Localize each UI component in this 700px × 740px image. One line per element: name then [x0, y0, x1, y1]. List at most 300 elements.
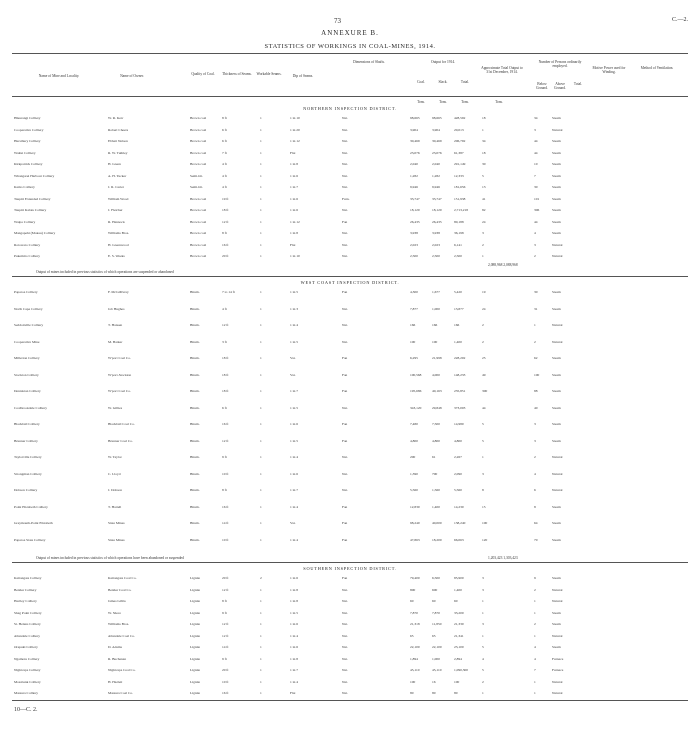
- header-thickness-of-seams: Thickness of Seams.: [222, 72, 252, 76]
- cell-owner: D. Adams: [108, 645, 122, 649]
- cell-below: 34: [534, 116, 538, 120]
- cell-thickness: 19 ft: [222, 196, 229, 201]
- cell-owner: W. Taylor: [108, 455, 122, 459]
- cell-below: 1: [534, 323, 536, 327]
- cell-quality: Lignite: [190, 622, 201, 626]
- cell-total: 2,267: [454, 455, 462, 459]
- cell-approx: 1: [482, 610, 484, 615]
- cell-total: 6,141: [454, 242, 462, 247]
- cell-above: Steam: [552, 290, 561, 294]
- cell-total: 373,003: [454, 405, 466, 410]
- cell-approx: 5: [482, 438, 484, 443]
- cell-total: 151,938: [454, 196, 466, 201]
- cell-total: 80,188: [454, 219, 464, 224]
- cell-coal: 2,500: [410, 254, 418, 258]
- cell-quality: Bitum.: [190, 372, 200, 377]
- cell-owner: T. Hansen: [108, 323, 123, 327]
- cell-total: 61,387: [454, 150, 464, 155]
- cell-approx: 8: [482, 488, 484, 492]
- cell-owner: J. R. Carter: [108, 185, 124, 189]
- cell-ventilation-type: Nat.: [342, 633, 348, 638]
- cell-mine: Stockton Colliery: [14, 372, 39, 377]
- table-row: [12, 599, 688, 604]
- cell-coal: 1,282: [410, 173, 418, 178]
- cell-owner: M. Barker: [108, 339, 123, 344]
- table-row: [12, 588, 688, 593]
- cell-above: Steam: [552, 231, 561, 235]
- cell-coal: 98,665: [410, 116, 420, 120]
- cell-slack: 1,560: [432, 488, 440, 492]
- cell-dip: Flat: [290, 691, 296, 695]
- cell-quality: Bitum.: [190, 356, 200, 360]
- cell-dip: 1 in 5: [290, 339, 298, 344]
- header-approx-output: Approximate Total Output to 31st December, 1914.: [481, 66, 523, 75]
- cell-seams: 1: [260, 455, 262, 459]
- cell-quality: Brown coal: [190, 219, 207, 224]
- header-dimensions-of-shafts: Dimensions of Shafts.: [353, 60, 385, 64]
- cell-seams: 1: [260, 521, 262, 525]
- cell-slack: 21,998: [432, 356, 442, 360]
- cell-below: 3: [534, 127, 536, 132]
- cell-approx: 5: [482, 645, 484, 649]
- cell-seams: 1: [260, 116, 262, 120]
- cell-thickness: 6 ft: [222, 405, 227, 410]
- cell-quality: Lignite: [190, 679, 201, 684]
- cell-above: Steam: [552, 356, 561, 360]
- cell-quality: Brown coal: [190, 208, 207, 212]
- cell-seams: 1: [260, 504, 262, 509]
- cell-mine: Taupiri Extended Colliery: [14, 196, 51, 201]
- cell-quality: Bitum.: [190, 438, 200, 443]
- cell-coal: 4,300: [410, 290, 418, 294]
- cell-above: Steam: [552, 576, 561, 580]
- cell-thickness: 16 ft: [222, 691, 229, 695]
- cell-ventilation-type: Nat.: [342, 208, 348, 212]
- cell-mine: Kaitangata Colliery: [14, 576, 42, 580]
- cell-slack: 166: [432, 323, 438, 327]
- cell-quality: Semi-bit.: [190, 173, 203, 178]
- cell-below: 2: [534, 254, 536, 258]
- table-row: [12, 151, 688, 156]
- note-west-coast: Output of mines included in previous statistics of which operations have been abandoned or suspended: [36, 556, 184, 560]
- cell-dip: 1 in 4: [290, 455, 298, 459]
- cell-above: Steam: [552, 196, 561, 201]
- cell-approx: 24: [482, 219, 486, 224]
- cell-dip: 1 in 7: [290, 668, 298, 672]
- cell-ventilation-type: Nat.: [342, 622, 348, 626]
- cell-above: Steam: [552, 372, 561, 377]
- cell-dip: 1 in 5: [290, 290, 298, 294]
- cell-total: 138,240: [454, 521, 466, 525]
- cell-seams: 1: [260, 691, 262, 695]
- cell-mine: Strongman Colliery: [14, 471, 42, 476]
- cell-dip: 1 in 4: [290, 323, 298, 327]
- cell-slack: 80: [432, 691, 436, 695]
- cell-mine: Benhar Colliery: [14, 587, 37, 592]
- cell-seams: 1: [260, 668, 262, 672]
- cell-owner: William Wood: [108, 196, 129, 201]
- cell-mine: Ngamotu Colliery: [14, 656, 40, 661]
- cell-approx: 3: [482, 622, 484, 626]
- table-row: [12, 231, 688, 236]
- cell-owner: James Gibbs: [108, 599, 126, 603]
- cell-owner: Job Hughes: [108, 306, 125, 311]
- cell-total: 100: [454, 679, 460, 684]
- cell-slack: 60: [432, 599, 436, 603]
- cell-approx: 1: [482, 127, 484, 132]
- cell-dip: 1 in 4: [290, 633, 298, 638]
- cell-below: 1: [534, 691, 536, 695]
- cell-above: Furnace: [552, 668, 564, 672]
- cell-above: Steam: [552, 185, 561, 189]
- cell-total: 66,063: [454, 537, 464, 542]
- cell-mine: Orepuki Colliery: [14, 645, 38, 649]
- cell-ventilation-type: Nat.: [342, 173, 348, 178]
- cell-thickness: 8 ft: [222, 116, 227, 120]
- cell-thickness: 16 ft: [222, 422, 229, 426]
- cell-above: Natural: [552, 455, 563, 459]
- note-northern: Output of mines included in previous statistics of which operations are suspended or abandoned: [36, 270, 174, 274]
- header-output-slack: Slack.: [438, 80, 448, 84]
- cell-thickness: 14 ft: [222, 521, 229, 525]
- header-output: Output for 1914.: [430, 60, 456, 64]
- cell-owner: Ebbett Nelson: [108, 139, 128, 143]
- table-row: [12, 622, 688, 627]
- cell-mine: Hikurangi Colliery: [14, 116, 41, 120]
- cell-below: 100: [534, 372, 540, 377]
- cell-above: Steam: [552, 537, 561, 542]
- cell-mine: Mossbank Colliery: [14, 679, 41, 684]
- cell-slack: 700: [432, 471, 438, 476]
- cell-quality: Brown coal: [190, 254, 207, 258]
- cell-thickness: 6 ft: [222, 127, 227, 132]
- cell-mine: Cooperative Colliery: [14, 127, 44, 132]
- cell-approx: 3: [482, 576, 484, 580]
- cell-owner: H. Green: [108, 162, 121, 166]
- table-row: [12, 691, 688, 696]
- cell-coal: 195,686: [410, 389, 422, 393]
- cell-quality: Bitum.: [190, 521, 200, 525]
- unit-tons-2: Tons.: [439, 100, 447, 104]
- cell-mine: Whangarei Harbour Colliery: [14, 173, 55, 178]
- cell-mine: St. Helens Colliery: [14, 622, 41, 626]
- cell-owner: J. Dobson: [108, 488, 123, 492]
- cell-ventilation-type: Fan: [342, 422, 348, 426]
- cell-slack: 45,110: [432, 668, 442, 672]
- table-row: [12, 356, 688, 361]
- cell-slack: 22,100: [432, 645, 442, 649]
- table-row: [12, 422, 688, 427]
- cell-quality: Lignite: [190, 633, 201, 638]
- cell-dip: 1 in 10: [290, 116, 300, 120]
- cell-below: 40: [534, 405, 538, 410]
- cell-thickness: 16 ft: [222, 504, 229, 509]
- cell-mine: Coalbrookdale Colliery: [14, 405, 47, 410]
- cell-seams: 1: [260, 290, 262, 294]
- cell-total: 14,230: [454, 504, 464, 509]
- cell-below: 31: [534, 306, 538, 311]
- cell-coal: 343,120: [410, 405, 422, 410]
- cell-slack: 3,938: [432, 231, 440, 235]
- cell-seams: 1: [260, 389, 262, 393]
- cell-seams: 1: [260, 185, 262, 189]
- cell-seams: 1: [260, 339, 262, 344]
- cell-below: 7: [534, 668, 536, 672]
- cell-approx: 82: [482, 208, 486, 212]
- table-row: [12, 139, 688, 144]
- cell-quality: Bitum.: [190, 455, 200, 459]
- cell-mine: Dobson Colliery: [14, 488, 38, 492]
- cell-above: Steam: [552, 521, 561, 525]
- cell-thickness: 14 ft: [222, 645, 229, 649]
- cell-slack: 98,665: [432, 116, 442, 120]
- cell-total: 20,013: [454, 127, 464, 132]
- table-row: [12, 668, 688, 673]
- cell-dip: 1 in 8: [290, 231, 298, 235]
- cell-quality: Brown coal: [190, 116, 207, 120]
- cell-thickness: 12 ft: [222, 323, 229, 327]
- cell-ventilation-type: Nat.: [342, 139, 348, 143]
- cell-owner: R. W. Tuthley: [108, 150, 128, 155]
- cell-below: 306: [534, 208, 540, 212]
- cell-mine: Waitui Colliery: [14, 150, 36, 155]
- cell-slack: 16: [432, 679, 436, 684]
- header-workable-seams: Workable Seams.: [256, 72, 282, 76]
- cell-quality: Bitum.: [190, 323, 200, 327]
- cell-above: Natural: [552, 339, 563, 344]
- cell-thickness: 8 ft: [222, 231, 227, 235]
- header-output-coal: Coal.: [417, 80, 425, 84]
- cell-total: 60: [454, 599, 458, 603]
- cell-approx: 300: [482, 389, 488, 393]
- table-row: [12, 254, 688, 259]
- cell-thickness: 4 ft: [222, 306, 227, 311]
- cell-above: Natural: [552, 323, 563, 327]
- cell-total: 23,100: [454, 645, 464, 649]
- section-southern: SOUTHERN INSPECTION DISTRICT.: [303, 566, 397, 571]
- cell-above: Steam: [552, 219, 561, 224]
- cell-above: Steam: [552, 405, 561, 410]
- table-row: [12, 197, 688, 202]
- cell-coal: 60: [410, 599, 414, 603]
- cell-mine: Paparoa Colliery: [14, 290, 38, 294]
- cell-approx: 5: [482, 173, 484, 178]
- cell-owner: Robert Cheers: [108, 127, 129, 132]
- cell-below: 44: [534, 219, 538, 224]
- cell-above: Steam: [552, 208, 561, 212]
- cell-ventilation-type: Nat.: [342, 587, 348, 592]
- cell-mine: Paparoa State Colliery: [14, 537, 46, 542]
- table-row: [12, 290, 688, 295]
- cell-owner: State Mines: [108, 521, 125, 525]
- table-row: [12, 243, 688, 248]
- cell-quality: Brown coal: [190, 139, 207, 143]
- cell-seams: 1: [260, 127, 262, 132]
- cell-coal: 30,469: [410, 139, 420, 143]
- cell-owner: W'port Coal Co.: [108, 356, 131, 360]
- cell-owner: H. Greenwood: [108, 242, 129, 247]
- cell-total: 2,713,218: [454, 208, 468, 212]
- cell-slack: 4,000: [432, 372, 440, 377]
- cell-slack: 33,747: [432, 196, 442, 201]
- cell-total: 291,149: [454, 162, 466, 166]
- cell-thickness: 6 ft: [222, 139, 227, 143]
- cell-ventilation-type: Nat.: [342, 679, 348, 684]
- cell-slack: 1,400: [432, 504, 440, 509]
- cell-ventilation-type: Furn.: [342, 196, 350, 201]
- cell-coal: 21,318: [410, 622, 420, 626]
- cell-below: 30: [534, 290, 538, 294]
- cell-total: 148,233: [454, 372, 466, 377]
- cell-above: Steam: [552, 610, 561, 615]
- cell-approx: 19: [482, 290, 486, 294]
- cell-below: 44: [534, 139, 538, 143]
- cell-above: Steam: [552, 504, 561, 509]
- cell-mine: Cooperative Mine: [14, 339, 40, 344]
- cell-below: 1: [534, 599, 536, 603]
- cell-thickness: 18 ft: [222, 372, 229, 377]
- cell-mine: Brunner Colliery: [14, 438, 38, 443]
- cell-coal: 166: [410, 323, 416, 327]
- total-northern: 2,088,968 2,088,968: [488, 263, 518, 267]
- cell-total: 1,090,300: [454, 668, 468, 672]
- cell-quality: Bitum.: [190, 471, 200, 476]
- cell-dip: 1 in 8: [290, 656, 298, 661]
- cell-below: 4: [534, 656, 536, 661]
- cell-coal: 3,938: [410, 231, 418, 235]
- cell-quality: Bitum.: [190, 488, 200, 492]
- cell-slack: 3,904: [432, 127, 440, 132]
- cell-approx: 2: [482, 339, 484, 344]
- cell-owner: T. Hartell: [108, 504, 122, 509]
- cell-approx: 1: [482, 633, 484, 638]
- cell-approx: 49: [482, 372, 486, 377]
- cell-seams: 1: [260, 633, 262, 638]
- cell-mine: Taylorville Colliery: [14, 455, 42, 459]
- cell-ventilation-type: Nat.: [342, 405, 348, 410]
- cell-thickness: 18 ft: [222, 208, 229, 212]
- page-number: 73: [334, 17, 341, 25]
- cell-dip: 1 in 3: [290, 306, 298, 311]
- cell-above: Furnace: [552, 656, 564, 661]
- header-quality-of-coal: Quality of Coal.: [191, 72, 215, 76]
- header-output-total: Total.: [460, 80, 470, 84]
- cell-above: Natural: [552, 254, 563, 258]
- cell-below: 70: [534, 537, 538, 542]
- cell-dip: 1 in 12: [290, 139, 300, 143]
- cell-slack: 18,200: [432, 537, 442, 542]
- cell-ventilation-type: Fan: [342, 521, 348, 525]
- cell-below: 62: [534, 356, 538, 360]
- cell-mine: Shag Point Colliery: [14, 610, 42, 615]
- cell-mine: North Cape Colliery: [14, 306, 43, 311]
- cell-mine: Blackball Colliery: [14, 422, 40, 426]
- cell-approx: 24: [482, 306, 486, 311]
- cell-slack: 11,850: [432, 622, 442, 626]
- cell-seams: 1: [260, 150, 262, 155]
- cell-dip: 1 in 7: [290, 488, 298, 492]
- cell-owner: Blackball Coal Co.: [108, 422, 135, 426]
- cell-quality: Lignite: [190, 599, 201, 603]
- cell-quality: Semi-bit.: [190, 185, 203, 189]
- cell-quality: Brown coal: [190, 242, 207, 247]
- table-row: [12, 505, 688, 510]
- cell-thickness: 9 ft: [222, 455, 227, 459]
- cell-quality: Bitum.: [190, 537, 200, 542]
- cell-ventilation-type: Nat.: [342, 150, 348, 155]
- cell-coal: 2,040: [410, 162, 418, 166]
- cell-above: Steam: [552, 150, 561, 155]
- cell-ventilation-type: Nat.: [342, 471, 348, 476]
- cell-total: 2,500: [454, 254, 462, 258]
- cell-coal: 80: [410, 691, 414, 695]
- cell-coal: 100: [410, 339, 416, 344]
- table-row: [12, 162, 688, 167]
- cell-below: 2: [534, 587, 536, 592]
- cell-slack: 1,677: [432, 290, 440, 294]
- cell-approx: 2: [482, 679, 484, 684]
- cell-mine: Hartley Colliery: [14, 599, 37, 603]
- cell-below: 9: [534, 576, 536, 580]
- cell-quality: Bitum.: [190, 290, 200, 294]
- header-persons-total: Total.: [573, 82, 583, 86]
- cell-ventilation-type: Fan: [342, 389, 348, 393]
- cell-thickness: 20 ft: [222, 254, 229, 258]
- cell-total: 5,560: [454, 488, 462, 492]
- cell-quality: Bitum.: [190, 389, 200, 393]
- table-row: [12, 455, 688, 460]
- cell-mine: Seddonville Colliery: [14, 323, 44, 327]
- cell-slack: 9,946: [432, 185, 440, 189]
- rule-northern-end: [12, 276, 688, 277]
- cell-below: 3: [534, 422, 536, 426]
- section-northern: NORTHERN INSPECTION DISTRICT.: [303, 106, 397, 111]
- unit-tons-1: Tons.: [417, 100, 425, 104]
- cell-coal: 12,830: [410, 504, 420, 509]
- page-footer: 10—C. 2.: [14, 707, 38, 713]
- cell-dip: 1 in 4: [290, 679, 298, 684]
- cell-quality: Lignite: [190, 691, 201, 695]
- cell-ventilation-type: Nat.: [342, 116, 348, 120]
- cell-approx: 1: [482, 599, 484, 603]
- cell-approx: 44: [482, 405, 486, 410]
- cell-total: 36,198: [454, 231, 464, 235]
- cell-owner: Williams Bros.: [108, 622, 130, 626]
- cell-owner: R. Buchanan: [108, 656, 127, 661]
- cell-slack: 7,500: [432, 422, 440, 426]
- cell-total: 166: [454, 323, 460, 327]
- cell-thickness: 4 ft: [222, 173, 227, 178]
- unit-tons-4: Tons.: [495, 100, 503, 104]
- cell-coal: 5,560: [410, 488, 418, 492]
- cell-dip: Flat: [290, 242, 296, 247]
- table-row: [12, 657, 688, 662]
- cell-thickness: 10 ft: [222, 537, 229, 542]
- table-bottom-rule: [12, 700, 688, 701]
- cell-thickness: 18 ft: [222, 356, 229, 360]
- cell-ventilation-type: Nat.: [342, 668, 348, 672]
- cell-above: Natural: [552, 587, 563, 592]
- header-persons-employed: Number of Persons ordinarily employed.: [538, 60, 582, 69]
- cell-thickness: 18 ft: [222, 389, 229, 393]
- cell-owner: W'port Coal Co.: [108, 389, 131, 393]
- cell-seams: 1: [260, 162, 262, 166]
- cell-ventilation-type: Nat.: [342, 455, 348, 459]
- page-reference: C.—2.: [672, 17, 689, 23]
- cell-thickness: 9 ft: [222, 656, 227, 661]
- cell-thickness: 3 ft: [222, 339, 227, 344]
- cell-dip: 1 in 5: [290, 405, 298, 410]
